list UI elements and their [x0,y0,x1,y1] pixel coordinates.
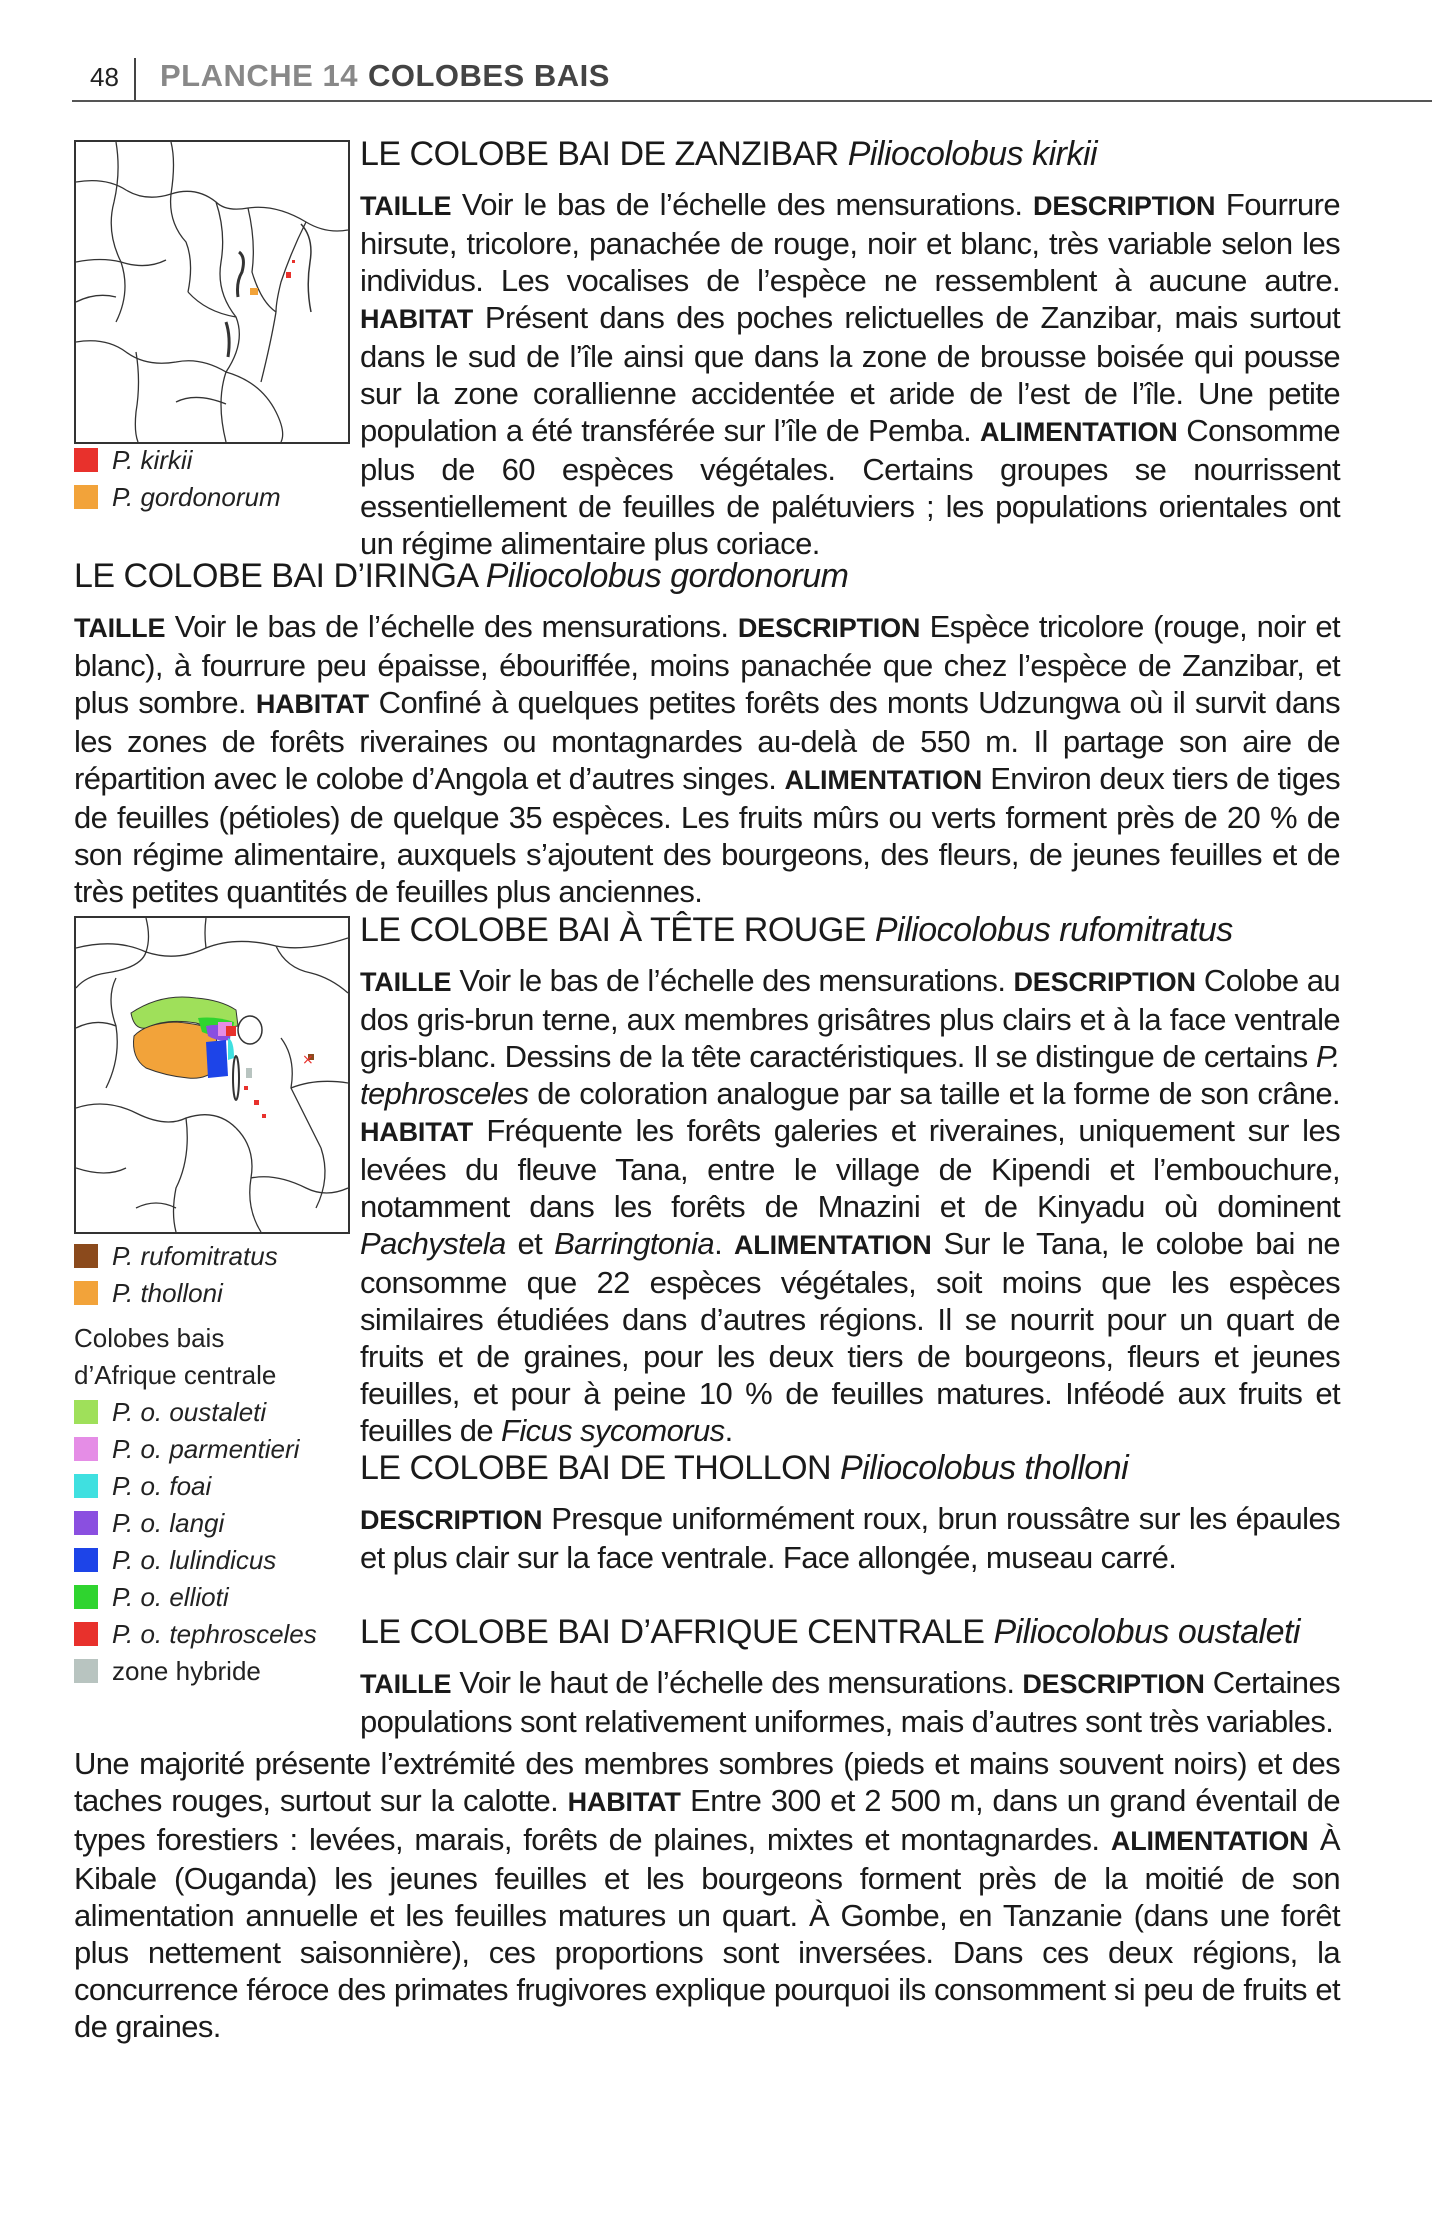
legend-item [74,1431,317,1468]
scientific-name: Piliocolobus kirkii [847,135,1098,173]
range-map-central [74,916,350,1234]
map-east-africa-icon [76,142,348,442]
header-divider [134,58,136,100]
keyword-alimentation: ALIMENTATION [979,417,1178,447]
range-map-kirkii [74,140,350,444]
text-description: Presque uniformément roux, brun roussâtre sur les épaules et plus clair sur la face ventrale. Face allongée, museau carré. [360,1501,1340,1575]
legend-label: P. o. lulindicus [112,1545,277,1575]
text-conjunction: et [505,1226,555,1261]
keyword-taille: TAILLE [74,613,166,643]
scientific-name: Piliocolobus gordonorum [485,557,849,595]
text-habitat: Présent dans des poches relictuelles de Zanzibar, mais surtout dans le sud de l’île ainsi que dans la zone de brousse boisée qui pousse sur la zone corallienne accidentée et aride de l’est de l’île. Une petite population a été transférée sur l’île de Pemba. [360,300,1340,448]
text-description: Espèce tricolore (rouge, noir et blanc), à fourrure peu épaisse, ébouriffée, moins panachée que chez l’espèce de Zanzibar, et plus sombre. [74,609,1340,720]
text-habitat-end: . [714,1226,734,1261]
section-body [360,1664,1340,1740]
text-alimentation: Environ deux tiers de tiges de feuilles (pétioles) de quelque 35 espèces. Les fruits mûrs ou verts forment près de 20 % de son régime alimentaire, auxquels s’ajoutent des bourgeons, des fleurs, de jeunes feuilles et de très petites quantités de feuilles plus anciennes. [74,761,1340,909]
legend-swatch-cyan [74,1474,98,1498]
keyword-alimentation: ALIMENTATION [784,765,983,795]
section-heading [360,134,1340,174]
section-body-continued [74,1745,1340,2045]
legend-label: P. o. foai [112,1471,212,1501]
keyword-habitat: HABITAT [255,689,369,719]
text-taille: Voir le haut de l’échelle des mensurations. [451,1665,1023,1700]
legend-swatch-orange [74,1281,98,1305]
legend-swatch-red [74,448,98,472]
text-habitat: Confiné à quelques petites forêts des monts Udzungwa où il survit dans les zones de forêts riveraines ou montagnardes au-delà de 550 m. Il partage son aire de répartition avec le colobe d’Angola et d’autres singes. [74,685,1340,796]
legend-item [74,1394,317,1431]
legend-swatch-orange [74,485,98,509]
text-description: Colobe au dos gris-brun terne, aux membres grisâtres plus clairs et à la face ventrale gris-blanc. Dessins de la tête caractéristiques. Il se distingue de certains [360,963,1340,1074]
keyword-taille: TAILLE [360,967,452,997]
planche-title: COLOBES BAIS [367,58,610,93]
scientific-name: Piliocolobus oustaleti [993,1613,1300,1651]
common-name: LE COLOBE BAI DE THOLLON [360,1449,832,1487]
legend-item [74,1238,317,1275]
section-heading [74,556,1340,596]
text-taille: Voir le bas de l’échelle des mensurations. [165,609,738,644]
keyword-taille: TAILLE [360,191,452,221]
keyword-description: DESCRIPTION [1033,191,1216,221]
section-tholloni [360,1448,1340,1576]
keyword-habitat: HABITAT [567,1787,681,1817]
legend-group-title [74,1357,317,1394]
text-habitat: Fréquente les forêts galeries et riveraines, uniquement sur les levées du fleuve Tana, entre le village de Kipendi et l’embouchure, notamment dans les forêts de Mnazini et de Kinyadu où dominent [360,1113,1340,1224]
legend-group-line2: d’Afrique centrale [74,1360,277,1390]
legend-swatch-brown [74,1244,98,1268]
legend-kirkii [74,442,281,516]
keyword-alimentation: ALIMENTATION [1110,1826,1309,1856]
keyword-alimentation: ALIMENTATION [733,1230,932,1260]
legend-swatch-blue [74,1548,98,1572]
keyword-taille: TAILLE [360,1669,452,1699]
section-iringa [74,556,1340,910]
text-alimentation: Consomme plus de 60 espèces végétales. Certains groupes se nourrissent essentiellement de feuilles de palétuviers ; les populations orientales ont un régime alimentaire plus coriace. [360,413,1341,561]
legend-label: P. kirkii [112,445,193,475]
text-description-continued: Une majorité présente l’extrémité des membres sombres (pieds et mains souvent noirs) et des taches rouges, surtout sur la calotte. [74,1746,1340,1818]
legend-swatch-pink [74,1437,98,1461]
svg-text:×: × [302,1052,314,1068]
text-species-ref: Ficus sycomorus [501,1413,725,1448]
legend-swatch-gray [74,1659,98,1683]
scientific-name: Piliocolobus tholloni [840,1449,1129,1487]
keyword-habitat: HABITAT [360,304,474,334]
section-body [360,1500,1340,1576]
legend-group-title [74,1320,317,1357]
text-habitat: Entre 300 et 2 500 m, dans un grand éventail de types forestiers : levées, marais, forêts de plaines, mixtes et montagnardes. [74,1783,1340,1857]
text-taille: Voir le bas de l’échelle des mensurations. [451,963,1014,998]
legend-label: P. o. ellioti [112,1582,229,1612]
legend-item [74,1505,317,1542]
text-description: Fourrure hirsute, tricolore, panachée de rouge, noir et blanc, très variable selon les individus. Les vocalises de l’espèce ne ressemblent à aucune autre. [360,187,1340,298]
planche-label: PLANCHE 14 [160,58,358,93]
map-central-africa-icon [76,918,348,1232]
section-body [74,608,1340,910]
common-name: LE COLOBE BAI D’IRINGA [74,557,477,595]
section-oustaleti-body [74,1745,1340,2045]
section-body [360,962,1340,1449]
legend-item [74,1653,317,1690]
legend-label: P. o. tephrosceles [112,1619,317,1649]
legend-item [74,1468,317,1505]
text-alimentation-end: . [724,1413,733,1448]
keyword-description: DESCRIPTION [360,1505,543,1535]
legend-swatch-red [74,1622,98,1646]
section-zanzibar [360,134,1340,562]
legend-item [74,1579,317,1616]
text-alimentation: À Kibale (Ouganda) les jeunes feuilles et les bourgeons forment près de la moitié de son alimentation annuelle et les feuilles matures un quart. À Gombe, en Tanzanie (dans une forêt plus nettement saisonnière), ces proportions sont inversées. Dans ces deux régions, la concurrence féroce des primates frugivores explique pourquoi ils consomment si peu de fruits et de graines. [74,1822,1340,2044]
legend-item [74,1616,317,1653]
legend-swatch-lightgreen [74,1400,98,1424]
text-genus-ref: Barringtonia [554,1226,715,1261]
legend-label: P. tholloni [112,1278,223,1308]
section-rufomitratus [360,910,1340,1449]
keyword-habitat: HABITAT [360,1117,474,1147]
legend-item [74,442,281,479]
section-body [360,186,1340,562]
text-species-ref: P. tephrosceles [360,1039,1340,1111]
section-heading [360,910,1340,950]
legend-label: zone hybride [112,1656,261,1686]
common-name: LE COLOBE BAI À TÊTE ROUGE [360,911,866,949]
legend-swatch-purple [74,1511,98,1535]
page-title [160,58,610,94]
common-name: LE COLOBE BAI D’AFRIQUE CENTRALE [360,1613,985,1651]
page-number: 48 [90,62,119,92]
text-genus-ref: Pachystela [360,1226,506,1261]
section-oustaleti-heading [360,1612,1340,1740]
scientific-name: Piliocolobus rufomitratus [874,911,1233,949]
text-alimentation: Sur le Tana, le colobe bai ne consomme que 22 espèces végétales, soit moins que les espèces similaires étudiées dans d’autres régions. Il se nourrit pour un quart de fruits et de graines, pour les deux tiers de bourgeons, fleurs et jeunes feuilles, et pour à peine 10 % de feuilles matures. Inféodé aux fruits et feuilles de [360,1226,1341,1448]
legend-item [74,1275,317,1312]
legend-group-line1: Colobes bais [74,1323,225,1353]
legend-label: P. o. oustaleti [112,1397,267,1427]
legend-item [74,479,281,516]
text-description: Certaines populations sont relativement uniformes, mais d’autres sont très variables. [360,1665,1340,1739]
page-header [72,56,1432,102]
legend-label: P. o. langi [112,1508,225,1538]
common-name: LE COLOBE BAI DE ZANZIBAR [360,135,839,173]
text-description-end: de coloration analogue par sa taille et la forme de son crâne. [528,1076,1340,1111]
keyword-description: DESCRIPTION [1013,967,1196,997]
legend-label: P. gordonorum [112,482,281,512]
section-heading [360,1448,1340,1488]
legend-label: P. o. parmentieri [112,1434,300,1464]
legend-label: P. rufomitratus [112,1241,278,1271]
legend-item [74,1542,317,1579]
keyword-description: DESCRIPTION [737,613,921,643]
text-taille: Voir le bas de l’échelle des mensurations. [451,187,1034,222]
legend-central [74,1238,317,1690]
keyword-description: DESCRIPTION [1022,1669,1205,1699]
legend-swatch-green [74,1585,98,1609]
section-heading [360,1612,1340,1652]
